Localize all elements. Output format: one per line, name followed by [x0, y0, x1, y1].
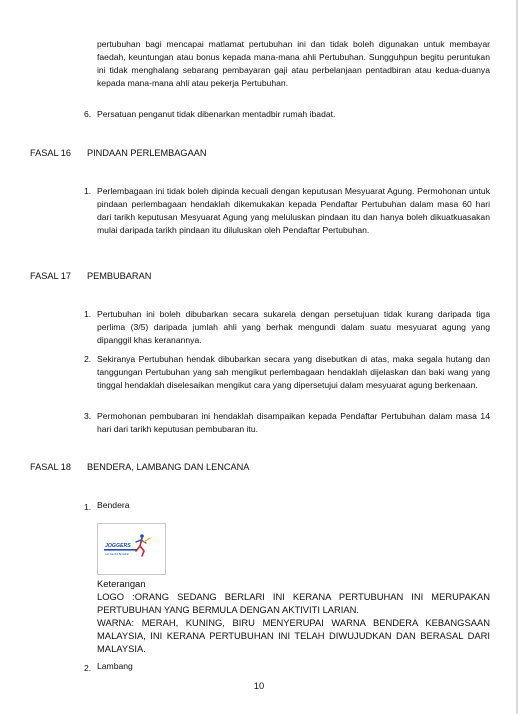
logo-description: LOGO :ORANG SEDANG BERLARI INI KERANA PERTUBUHAN INI MERUPAKAN PERTUBUHAN YANG BERMULA DENGAN AKTIVITI LARIAN. [97, 591, 490, 615]
running-person-logo-icon [98, 524, 165, 574]
logo-main-text: JOGGERS [105, 543, 131, 549]
item-number: 3. [84, 411, 92, 421]
fasal-17-heading [30, 270, 152, 282]
item-number: 1. [84, 309, 92, 319]
organisation-logo [97, 523, 166, 575]
fasal-16-item-1-text: Perlembagaan ini tidak boleh dipinda kecuali dengan keputusan Mesyuarat Agung. Permohonan untuk pindaan perlembagaan hendaklah dikemukakan kepada Pendaftar Pertubuhan dalam masa 60 hari dari tarikh keputusan Mesyuarat Agung yang meluluskan pindaan itu dan hanya boleh dikuatkuasakan mulai daripada tarikh pindaan itu diluluskan oleh Pendaftar Pertubuhan. [97, 186, 490, 236]
fasal-code: FASAL 16 [30, 148, 72, 158]
fasal-18-heading [30, 461, 250, 473]
fasal-code: FASAL 17 [30, 271, 72, 281]
logo-sub-text: Lari Sambil Beriadah [105, 553, 130, 556]
page-number: 10 [253, 680, 265, 691]
runner-accent [144, 538, 150, 542]
fasal-16-heading [30, 147, 207, 159]
colour-description: WARNA: MERAH, KUNING, BIRU MENYERUPAI WARNA BENDERA KEBANGSAAN MALAYSIA, INI KERANA PERTUBUHAN INI TELAH DIWUJUDKAN DAN BERASAL DARI MALAYSIA. [97, 617, 490, 654]
fasal-title: PEMBUBARAN [87, 271, 152, 281]
bendera-label: Bendera [97, 500, 130, 510]
keterangan-label: Keterangan [97, 578, 146, 589]
fasal-title: PINDAAN PERLEMBAGAAN [87, 148, 207, 158]
fasal-17-item-2-text: Sekiranya Pertubuhan hendak dibubarkan secara yang disebutkan di atas, maka segala hutang dan tanggungan Pertubuhan yang sah mengikut perlembagaan hendaklah dijelaskan dan baki wang yang tinggal hendaklah diselesaikan mengikut cara yang dipersetujui dalam mesyuarat agung berkenaan. [97, 354, 490, 391]
lambang-label: Lambang [97, 661, 133, 671]
fasal-title: BENDERA, LAMBANG DAN LENCANA [87, 462, 250, 472]
item-number: 2. [84, 663, 92, 673]
logo-underline [104, 549, 137, 551]
fasal-17-item-1-text: Pertubuhan ini boleh dibubarkan secara sukarela dengan persetujuan tidak kurang daripada tiga perlima (3/5) daripada jumlah ahli yang berhak mengundi dalam suatu mesyuarat agung yang dipanggil khas keranannya. [97, 309, 490, 346]
item-6-text: Persatuan penganut tidak dibenarkan mentadbir rumah ibadat. [97, 109, 336, 119]
item-number: 6. [84, 109, 92, 119]
item-number: 1. [84, 186, 92, 196]
continuation-paragraph: pertubuhan bagi mencapai matlamat pertubuhan ini dan tidak boleh digunakan untuk membayar faedah, keuntungan atau bonus kepada mana-mana ahli Pertubuhan. Sungguhpun begitu peruntukan ini tidak menghalang sebarang pembayaran gaji atau perbelanjaan pentadbiran atau kedua-duanya kepada mana-mana ahli atau pekerja Pertubuhan. [97, 39, 490, 89]
fasal-code: FASAL 18 [30, 462, 72, 472]
item-number: 2. [84, 354, 92, 364]
item-number: 1. [84, 502, 92, 512]
fasal-17-item-3-text: Permohonan pembubaran ini hendaklah disampaikan kepada Pendaftar Pertubuhan dalam masa 14 hari dari tarikh keputusan pembubaran itu. [97, 411, 490, 435]
